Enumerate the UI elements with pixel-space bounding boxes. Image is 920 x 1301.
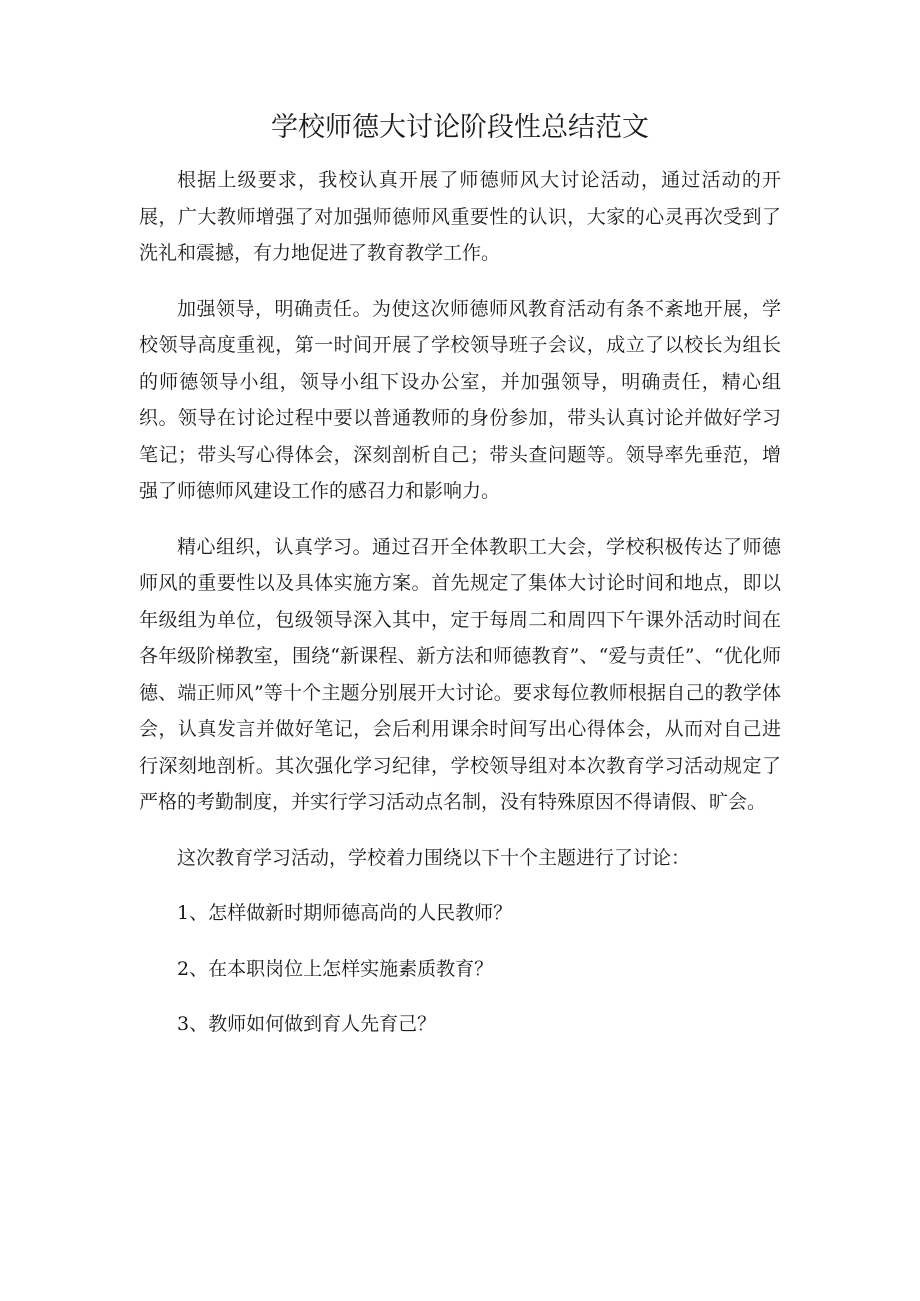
document-title: 学校师德大讨论阶段性总结范文 (271, 112, 649, 143)
paragraph-leadership: 加强领导，明确责任。为使这次师德师风教育活动有条不紊地开展，学校领导高度重视，第一时间开展了学校领导班子会议，成立了以校长为组长的师德领导小组，领导小组下设办公室，并加强领导，明确责任，精心组织。领导在讨论过程中要以普通教师的身份参加，带头认真讨论并做好学习笔记；带头写心得体会，深刻剖析自己；带头查问题等。领导率先垂范，增强了师德师风建设工作的感召力和影响力。 (139, 297, 781, 502)
document-body (139, 162, 781, 1062)
topic-item-2: 2、在本职岗位上怎样实施素质教育？ (177, 957, 494, 980)
paragraph-organization: 精心组织，认真学习。通过召开全体教职工大会，学校积极传达了师德师风的重要性以及具体实施方案。首先规定了集体大讨论时间和地点，即以年级组为单位，包级领导深入其中，定于每周二和周四下午课外活动时间在各年级阶梯教室，围绕“新课程、新方法和师德教育”、“爱与责任”、“优化师德、端正师风”等十个主题分别展开大讨论。要求每位教师根据自己的教学体会，认真发言并做好笔记，会后利用课余时间写出心得体会，从而对自己进行深刻地剖析。其次强化学习纪律，学校领导组对本次教育学习活动规定了严格的考勤制度，并实行学习活动点名制，没有特殊原因不得请假、旷会。 (139, 535, 781, 813)
topic-item-3: 3、教师如何做到育人先育己？ (177, 1013, 437, 1035)
paragraph-intro: 根据上级要求，我校认真开展了师德师风大讨论活动，通过活动的开展，广大教师增强了对加强师德师风重要性的认识，大家的心灵再次受到了洗礼和震撼，有力地促进了教育教学工作。 (139, 169, 781, 264)
topic-item-1: 1、怎样做新时期师德高尚的人民教师？ (177, 902, 513, 924)
paragraph-topics-intro: 这次教育学习活动，学校着力围绕以下十个主题进行了讨论： (177, 846, 691, 869)
